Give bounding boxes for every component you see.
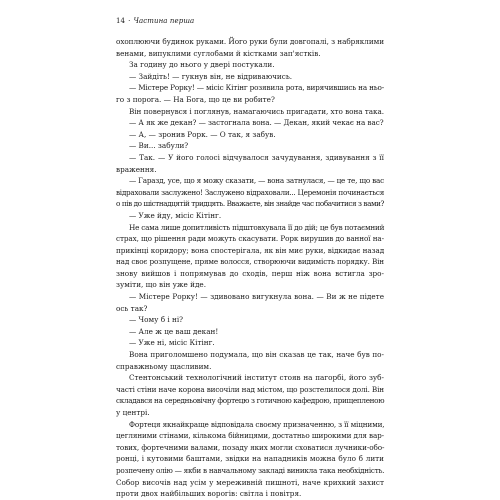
text-line: Стентонський технологічний інститут стояв на пагорбі, його зуб- bbox=[129, 373, 384, 383]
text-line: Вона приголомшено подумала, що він сказав це так, наче був по- bbox=[129, 350, 384, 360]
text-line: Собор височів над усім у мереживній пишноті, наче крихкий захист bbox=[116, 477, 384, 487]
text-line: у центрі. bbox=[116, 408, 150, 417]
part-title: Частина перша bbox=[133, 17, 195, 25]
text-line: складався на середньовічну фортецю з готичною кафедрою, прищепленою bbox=[116, 396, 385, 406]
text-line: над своє розпущене, пряме волосся, створюючи видимість порядку. Він bbox=[116, 257, 384, 267]
text-line: — Уже ні, місіс Кітінг. bbox=[129, 338, 215, 348]
text-line: — Так. — У його голосі відчувалося зачудування, здивування з її bbox=[129, 152, 384, 162]
text-line: — Але ж це ваш декан! bbox=[129, 326, 219, 336]
text-line: го з порога. — На Бога, що це ви робите? bbox=[116, 94, 275, 104]
text-line: — Містере Рорку! — здивовано вигукнула вона. — Ви ж не підете bbox=[129, 292, 384, 302]
header-separator: · bbox=[128, 17, 131, 25]
text-line: проти двох найбільших ворогів: світла і повітря. bbox=[116, 489, 302, 499]
text-line: венами, випуклими суглобами й кістками зап'ястків. bbox=[116, 48, 321, 58]
text-line: — Зайдіть! — гукнув він, не відриваючись. bbox=[129, 71, 293, 81]
text-line: охоплюючи будинок руками. Його руки були довгопалі, з набряклими bbox=[116, 37, 384, 46]
text-line: — Містере Рорку! — місіс Кітінг розявила рота, вирячившись на ньо- bbox=[129, 83, 384, 93]
text-line: — Уже йду, місіс Кітінг. bbox=[129, 210, 222, 220]
text-line: знову вийшов і попрямував до сходів, перш ніж вона встигла зро- bbox=[116, 268, 384, 278]
text-line: — А, — зронив Рорк. — О так, я забув. bbox=[129, 129, 276, 139]
text-line: розпечену олію — якби в навчальному закладі виникла така необхідність. bbox=[116, 465, 385, 475]
text-line: цегляними стінами, кількома бійницями, достатньо широкими для вар- bbox=[116, 431, 384, 441]
text-line: зуміти, що він уже йде. bbox=[116, 280, 206, 290]
text-line: Він повернувся і поглянув, намагаючись пригадати, хто вона така. bbox=[129, 106, 385, 116]
body-text bbox=[116, 36, 384, 500]
text-line: — Чому б і ні? bbox=[129, 315, 184, 325]
page-number: 14 bbox=[116, 17, 126, 25]
text-line: — Гаразд, усе, що я можу сказати, — вона затнулася, — це те, що вас bbox=[129, 176, 384, 186]
text-line: справжньому щасливим. bbox=[116, 361, 212, 371]
text-line: Фортеця якнайкраще відповідала своєму призначенню, з її міцними, bbox=[129, 419, 385, 429]
text-line: Не сама лише допитливість підштовхувала її до дій; це був потаємний bbox=[129, 222, 385, 232]
text-line: часті стіни наче корона височіли над містом, що розстелилося долі. Він bbox=[116, 384, 384, 394]
text-line: прикінці коридору; вона спостерігала, як він миє руки, відкидає назад bbox=[116, 245, 385, 255]
text-line: За годину до нього у двері постукали. bbox=[129, 60, 275, 70]
text-line: тових, фортечними валами, позаду яких могли сховатися лучники-обо- bbox=[116, 442, 385, 452]
running-header bbox=[116, 17, 194, 25]
text-line: відраховали заслужено! Заслужено відраховали... Церемонія починається bbox=[116, 187, 384, 197]
text-line: ось так? bbox=[116, 303, 148, 313]
text-line: страх, що рішення ради можуть скасувати. Рорк вирушив до ванної на- bbox=[116, 234, 384, 244]
text-line: о пів до шістнадцятій тридцять. Вважаєте, він знайде час побачитися з вами? bbox=[116, 199, 384, 209]
text-line: враження. bbox=[116, 164, 157, 174]
text-line: — Ви... забули? bbox=[129, 141, 189, 151]
text-line: ронці, і кутовими баштами, звідки на нападників можна було б лити bbox=[116, 454, 384, 464]
text-line: — А як же декан? — застогнала вона. — Декан, який чекає на вас? bbox=[129, 118, 384, 128]
